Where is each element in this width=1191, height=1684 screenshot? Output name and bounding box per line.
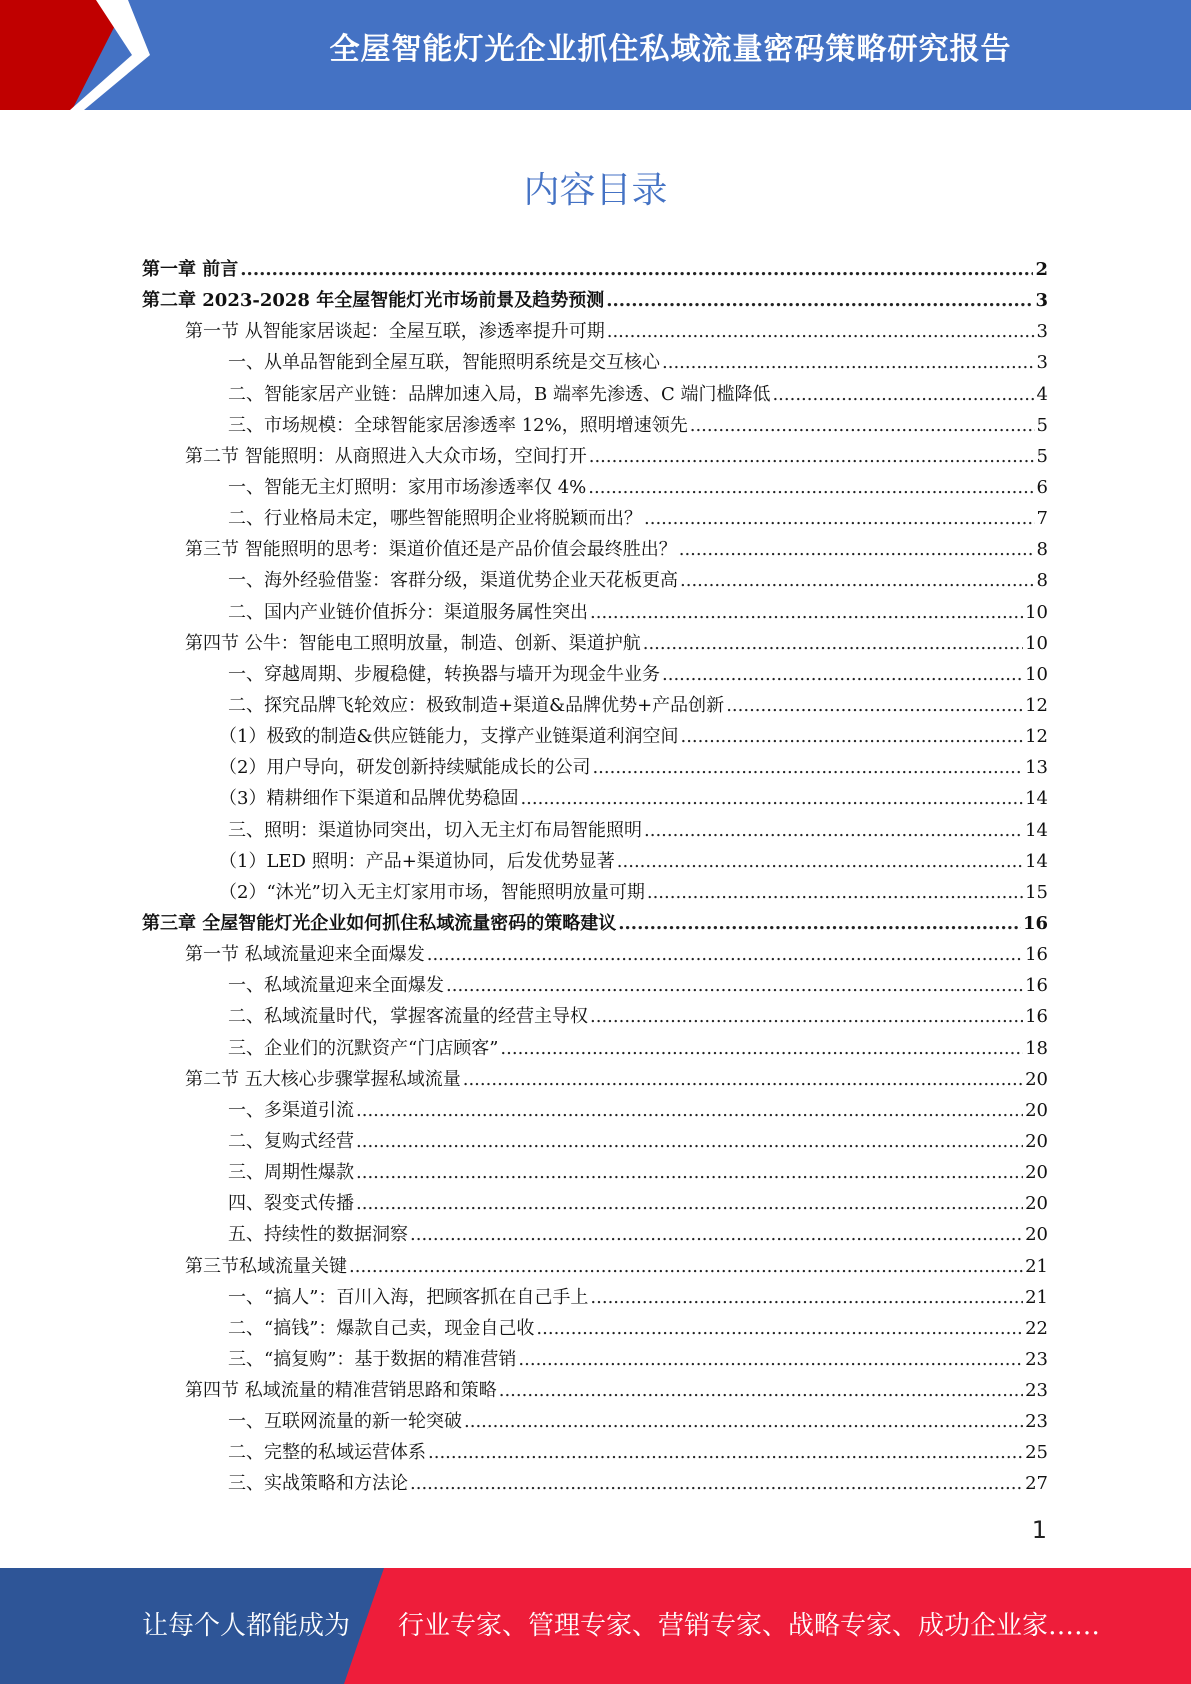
toc-dot-leader (240, 254, 1033, 285)
toc-entry-title: （2）用户导向，研发创新持续赋能成长的公司 (219, 757, 591, 779)
toc-entry[interactable] (142, 441, 1048, 472)
toc-dot-leader (662, 347, 1035, 378)
toc-entry[interactable] (142, 1064, 1048, 1095)
toc-entry-page: 6 (1036, 476, 1048, 498)
toc-entry-title: 第一节 从智能家居谈起：全屋互联，渗透率提升可期 (185, 321, 605, 343)
toc-entry[interactable] (142, 815, 1048, 846)
toc-dot-leader (618, 908, 1021, 939)
toc-entry[interactable] (142, 316, 1048, 347)
toc-dot-leader (356, 1126, 1023, 1157)
toc-entry[interactable] (142, 752, 1048, 783)
toc-entry[interactable] (142, 534, 1048, 565)
toc-entry-page: 10 (1025, 663, 1048, 685)
toc-dot-leader (606, 285, 1033, 316)
toc-entry-title: 五、持续性的数据洞察 (228, 1224, 408, 1246)
toc-heading: 内容目录 (523, 170, 668, 211)
toc-entry-page: 23 (1025, 1411, 1048, 1433)
toc-entry-page: 10 (1025, 601, 1048, 623)
toc-entry[interactable] (142, 1282, 1048, 1313)
toc-entry-title: 第三章 全屋智能灯光企业如何抓住私域流量密码的策略建议 (142, 912, 617, 934)
toc-dot-leader (589, 441, 1035, 472)
toc-entry[interactable] (142, 1251, 1048, 1282)
toc-entry-page: 3 (1036, 321, 1048, 343)
toc-entry[interactable] (142, 254, 1048, 285)
toc-entry-title: 二、智能家居产业链：品牌加速入局，B 端率先渗透、C 端门槛降低 (228, 383, 771, 405)
toc-entry[interactable] (142, 285, 1048, 316)
toc-dot-leader (410, 1219, 1023, 1250)
toc-entry[interactable] (142, 379, 1048, 410)
toc-entry-title: （1）极致的制造&供应链能力，支撑产业链渠道利润空间 (219, 726, 679, 748)
toc-entry-page: 16 (1025, 944, 1048, 966)
toc-dot-leader (726, 690, 1023, 721)
toc-dot-leader (356, 1095, 1023, 1126)
toc-entry-page: 27 (1025, 1473, 1048, 1495)
toc-entry[interactable] (142, 1033, 1048, 1064)
toc-entry-title: 一、智能无主灯照明：家用市场渗透率仅 4% (228, 476, 587, 498)
page-footer (0, 1568, 1191, 1684)
toc-dot-leader (518, 1344, 1023, 1375)
toc-entry-page: 20 (1025, 1068, 1048, 1090)
toc-entry-title: 第二章 2023-2028 年全屋智能灯光市场前景及趋势预测 (142, 290, 605, 312)
toc-entry-page: 20 (1025, 1224, 1048, 1246)
toc-entry-page: 2 (1035, 259, 1048, 280)
toc-entry-title: （1）LED 照明：产品+渠道协同，后发优势显著 (219, 850, 615, 872)
toc-entry-page: 8 (1036, 570, 1048, 592)
toc-entry-page: 13 (1025, 757, 1048, 779)
toc-dot-leader (643, 628, 1023, 659)
toc-dot-leader (680, 565, 1035, 596)
toc-entry-title: 一、从单品智能到全屋互联，智能照明系统是交互核心 (228, 352, 660, 374)
toc-entry-page: 20 (1025, 1162, 1048, 1184)
toc-entry-title: 第四节 私域流量的精准营销思路和策略 (185, 1380, 497, 1402)
toc-dot-leader (592, 752, 1023, 783)
toc-entry-title: 第一章 前言 (142, 259, 239, 280)
toc-dot-leader (428, 1437, 1023, 1468)
toc-entry-page: 21 (1025, 1286, 1048, 1308)
toc-entry[interactable] (142, 1219, 1048, 1250)
toc-entry[interactable] (142, 783, 1048, 814)
toc-dot-leader (590, 1001, 1023, 1032)
toc-entry[interactable] (142, 410, 1048, 441)
toc-entry[interactable] (142, 503, 1048, 534)
toc-dot-leader (410, 1468, 1023, 1499)
toc-entry[interactable] (142, 1157, 1048, 1188)
toc-entry-page: 8 (1036, 539, 1048, 561)
toc-entry-title: 二、国内产业链价值拆分：渠道服务属性突出 (228, 601, 588, 623)
toc-entry[interactable] (142, 1344, 1048, 1375)
toc-entry-page: 14 (1025, 819, 1048, 841)
toc-entry-title: 二、探究品牌飞轮效应：极致制造+渠道&品牌优势+产品创新 (228, 694, 725, 716)
toc-entry-page: 16 (1022, 912, 1048, 934)
toc-dot-leader (680, 721, 1023, 752)
toc-dot-leader (500, 1033, 1023, 1064)
toc-entry-page: 4 (1036, 383, 1048, 405)
toc-dot-leader (607, 316, 1035, 347)
toc-entry[interactable] (142, 1001, 1048, 1032)
toc-dot-leader (536, 1313, 1023, 1344)
toc-entry-title: 二、“搞钱”：爆款自己卖，现金自己收 (228, 1317, 535, 1339)
toc-entry[interactable] (142, 597, 1048, 628)
toc-entry-title: （2）“沐光”切入无主灯家用市场，智能照明放量可期 (219, 881, 645, 903)
toc-entry-title: 三、市场规模：全球智能家居渗透率 12%，照明增速领先 (228, 414, 688, 436)
toc-entry[interactable] (142, 472, 1048, 503)
toc-entry[interactable] (142, 721, 1048, 752)
toc-entry[interactable] (142, 690, 1048, 721)
toc-dot-leader (644, 815, 1023, 846)
toc-entry-title: 二、复购式经营 (228, 1130, 354, 1152)
toc-entry-title: 第二节 五大核心步骤掌握私域流量 (185, 1068, 461, 1090)
toc-entry-title: （3）精耕细作下渠道和品牌优势稳固 (219, 788, 519, 810)
toc-dot-leader (464, 1406, 1023, 1437)
toc-dot-leader (349, 1251, 1023, 1282)
toc-entry-page: 20 (1025, 1099, 1048, 1121)
toc-entry-title: 一、海外经验借鉴：客群分级，渠道优势企业天花板更高 (228, 570, 678, 592)
toc-entry-page: 16 (1025, 1006, 1048, 1028)
toc-dot-leader (356, 1188, 1023, 1219)
toc-entry-title: 四、裂变式传播 (228, 1193, 354, 1215)
toc-entry-title: 第二节 智能照明：从商照进入大众市场，空间打开 (185, 445, 587, 467)
toc-dot-leader (463, 1064, 1023, 1095)
toc-entry[interactable] (142, 1095, 1048, 1126)
toc-dot-leader (662, 659, 1023, 690)
toc-dot-leader (690, 410, 1035, 441)
toc-entry-page: 3 (1035, 290, 1048, 312)
toc-dot-leader (772, 379, 1034, 410)
toc-entry-page: 23 (1025, 1348, 1048, 1370)
toc-entry-page: 12 (1025, 694, 1048, 716)
toc-entry-page: 14 (1025, 788, 1048, 810)
toc-entry[interactable] (142, 1437, 1048, 1468)
toc-entry-title: 三、周期性爆款 (228, 1162, 354, 1184)
toc-dot-leader (356, 1157, 1023, 1188)
toc-dot-leader (617, 846, 1023, 877)
toc-entry-page: 12 (1025, 726, 1048, 748)
toc-entry-page: 20 (1025, 1130, 1048, 1152)
toc-dot-leader (647, 877, 1023, 908)
toc-entry-page: 5 (1036, 445, 1048, 467)
toc-entry[interactable] (142, 659, 1048, 690)
toc-entry-title: 二、私域流量时代，掌握客流量的经营主导权 (228, 1006, 588, 1028)
toc-entry[interactable] (142, 908, 1048, 939)
footer-slogan-left: 让每个人都能成为 (142, 1611, 351, 1641)
toc-entry[interactable] (142, 1375, 1048, 1406)
toc-entry[interactable] (142, 1468, 1048, 1499)
toc-entry-page: 7 (1036, 508, 1048, 530)
toc-entry-title: 三、实战策略和方法论 (228, 1473, 408, 1495)
footer-slogan-right: 行业专家、管理专家、营销专家、战略专家、成功企业家…… (398, 1611, 1101, 1641)
toc-entry[interactable] (142, 1313, 1048, 1344)
toc-entry-page: 3 (1036, 352, 1048, 374)
toc-entry[interactable] (142, 628, 1048, 659)
toc-entry[interactable] (142, 1126, 1048, 1157)
toc-entry-page: 14 (1025, 850, 1048, 872)
toc-dot-leader (499, 1375, 1023, 1406)
toc-entry-title: 三、企业们的沉默资产“门店顾客” (228, 1037, 499, 1059)
toc-entry-page: 21 (1025, 1255, 1048, 1277)
toc-entry[interactable] (142, 1406, 1048, 1437)
toc-entry[interactable] (142, 1188, 1048, 1219)
toc-entry-title: 三、照明：渠道协同突出，切入无主灯布局智能照明 (228, 819, 642, 841)
toc-entry-title: 三、“搞复购”：基于数据的精准营销 (228, 1348, 517, 1370)
toc-entry-page: 16 (1025, 975, 1048, 997)
toc-entry-title: 二、行业格局未定，哪些智能照明企业将脱颖而出？ (228, 508, 642, 530)
toc-entry-title: 第四节 公牛：智能电工照明放量，制造、创新、渠道护航 (185, 632, 641, 654)
toc-entry[interactable] (142, 347, 1048, 378)
toc-entry[interactable] (142, 939, 1048, 970)
toc-dot-leader (590, 1282, 1023, 1313)
toc-entry-title: 一、穿越周期、步履稳健，转换器与墙开为现金牛业务 (228, 663, 660, 685)
toc-dot-leader (588, 472, 1034, 503)
toc-dot-leader (679, 534, 1035, 565)
page-header (0, 0, 1191, 110)
page-number: 1 (1031, 1516, 1047, 1544)
toc-entry-page: 20 (1025, 1193, 1048, 1215)
toc-entry[interactable] (142, 877, 1048, 908)
toc-entry-page: 23 (1025, 1380, 1048, 1402)
toc-dot-leader (520, 783, 1023, 814)
toc-dot-leader (427, 939, 1023, 970)
toc-entry-title: 第三节私域流量关键 (185, 1255, 347, 1277)
toc-entry[interactable] (142, 846, 1048, 877)
toc-entry-title: 第一节 私域流量迎来全面爆发 (185, 944, 425, 966)
document-title: 全屋智能灯光企业抓住私域流量密码策略研究报告 (329, 32, 1012, 67)
toc-entry[interactable] (142, 565, 1048, 596)
toc-entry-page: 15 (1025, 881, 1048, 903)
toc-entry-title: 一、互联网流量的新一轮突破 (228, 1411, 462, 1433)
toc-dot-leader (446, 970, 1023, 1001)
toc-entry-title: 二、完整的私域运营体系 (228, 1442, 426, 1464)
toc-entry-page: 22 (1025, 1317, 1048, 1339)
toc-entry-page: 5 (1036, 414, 1048, 436)
table-of-contents (142, 254, 1048, 1500)
toc-entry[interactable] (142, 970, 1048, 1001)
toc-dot-leader (590, 597, 1023, 628)
toc-entry-page: 18 (1025, 1037, 1048, 1059)
toc-entry-page: 25 (1025, 1442, 1048, 1464)
toc-entry-title: 一、多渠道引流 (228, 1099, 354, 1121)
toc-dot-leader (644, 503, 1035, 534)
toc-entry-title: 一、“搞人”：百川入海，把顾客抓在自己手上 (228, 1286, 589, 1308)
toc-entry-page: 10 (1025, 632, 1048, 654)
toc-entry-title: 一、私域流量迎来全面爆发 (228, 975, 444, 997)
toc-entry-title: 第三节 智能照明的思考：渠道价值还是产品价值会最终胜出？ (185, 539, 677, 561)
